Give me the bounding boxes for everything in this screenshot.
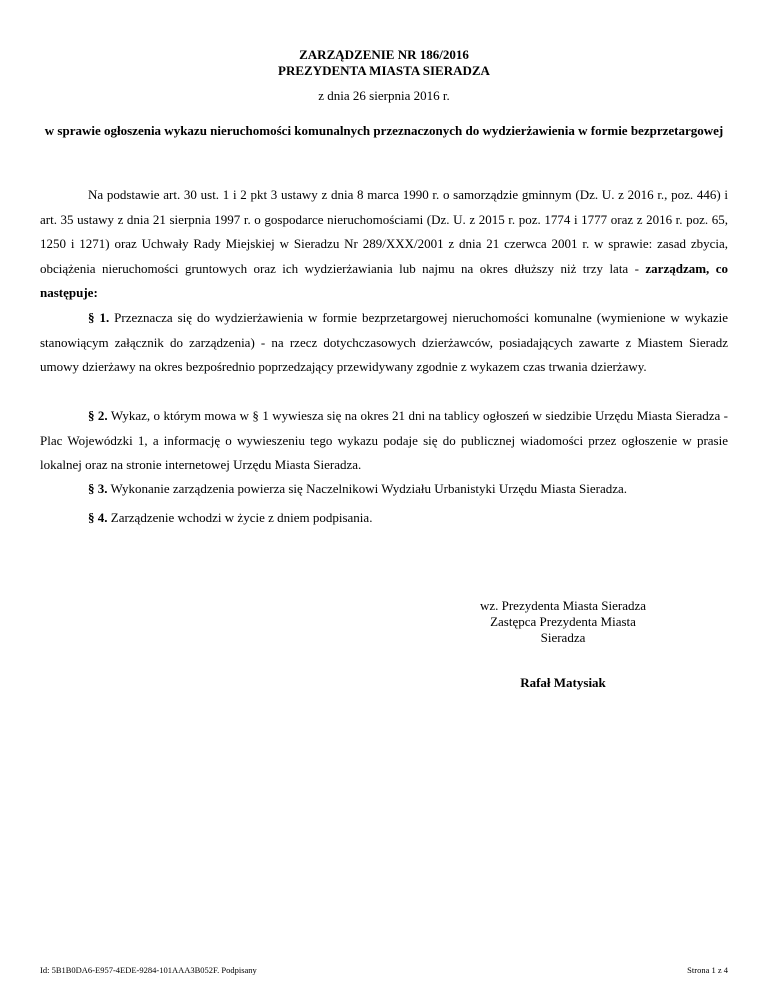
section-1-label: § 1.	[88, 310, 110, 325]
section-3-paragraph	[40, 477, 728, 502]
section-1-text: Przeznacza się do wydzierżawienia w formie bezprzetargowej nieruchomości komunalne (wymienione w wykazie stanowiącym załącznik do zarządzenia) - na rzecz dotychczasowych dzierżawców, posiadających zawarte z Miastem Sieradz umowy dzierżawy na okres bezpośrednio poprzedzający przewidywany zgodnie z wykazem czas trwania dzierżawy.	[40, 310, 728, 374]
section-3-label: § 3.	[88, 481, 108, 496]
section-4-text: Zarządzenie wchodzi w życie z dniem podpisania.	[107, 510, 373, 525]
footer-page-number: Strona 1 z 4	[687, 965, 728, 975]
section-4-label: § 4.	[88, 510, 108, 525]
preamble-text: Na podstawie art. 30 ust. 1 i 2 pkt 3 ustawy z dnia 8 marca 1990 r. o samorządzie gminnym (Dz. U. z 2016 r., poz. 446) i art. 35 ustawy z dnia 21 sierpnia 1997 r. o gospodarce nieruchomościami (Dz. U. z 2015 r. poz. 1774 i 1777 oraz z 2016 r. poz. 65, 1250 i 1271) oraz Uchwały Rady Miejskiej w Sieradzu Nr 289/XXX/2001 z dnia 21 czerwca 2001 r. w sprawie: zasad zbycia, obciążenia nieruchomości gruntowych oraz ich wydzierżawiania lub najmu na okres dłuższy niż trzy lata -	[40, 187, 728, 276]
section-2-paragraph	[40, 404, 728, 478]
signature-line-3: Sieradza	[540, 630, 586, 645]
signer-name: Rafał Matysiak	[520, 675, 606, 690]
document-subject: w sprawie ogłoszenia wykazu nieruchomości komunalnych przeznaczonych do wydzierżawienia w formie bezprzetargowej	[44, 123, 724, 138]
title-line-1: ZARZĄDZENIE NR 186/2016	[299, 47, 469, 62]
section-2-label: § 2.	[88, 408, 108, 423]
footer-document-id: Id: 5B1B0DA6-E957-4EDE-9284-101AAA3B052F. Podpisany	[40, 965, 257, 975]
document-title	[0, 47, 768, 79]
preamble-paragraph	[40, 183, 728, 306]
section-1-paragraph	[40, 306, 728, 380]
signature-block	[440, 598, 686, 646]
signature-line-1: wz. Prezydenta Miasta Sieradza	[479, 598, 647, 613]
section-4-paragraph	[40, 506, 728, 531]
title-line-2: PREZYDENTA MIASTA SIERADZA	[278, 63, 490, 78]
section-2-text: Wykaz, o którym mowa w § 1 wywiesza się na okres 21 dni na tablicy ogłoszeń w siedzibie Urzędu Miasta Sieradza - Plac Wojewódzki 1, a informację o wywieszeniu tego wykazu podaje się do publicznej wiadomości przez ogłoszenie w prasie lokalnej oraz na stronie internetowej Urzędu Miasta Sieradza.	[40, 408, 728, 472]
section-3-text: Wykonanie zarządzenia powierza się Naczelnikowi Wydziału Urbanistyki Urzędu Miasta Sieradza.	[107, 481, 628, 496]
decision-text: zarządzam, co następuje:	[40, 260, 728, 300]
signature-line-2: Zastępca Prezydenta Miasta	[490, 614, 636, 629]
document-date: z dnia 26 sierpnia 2016 r.	[318, 88, 450, 103]
